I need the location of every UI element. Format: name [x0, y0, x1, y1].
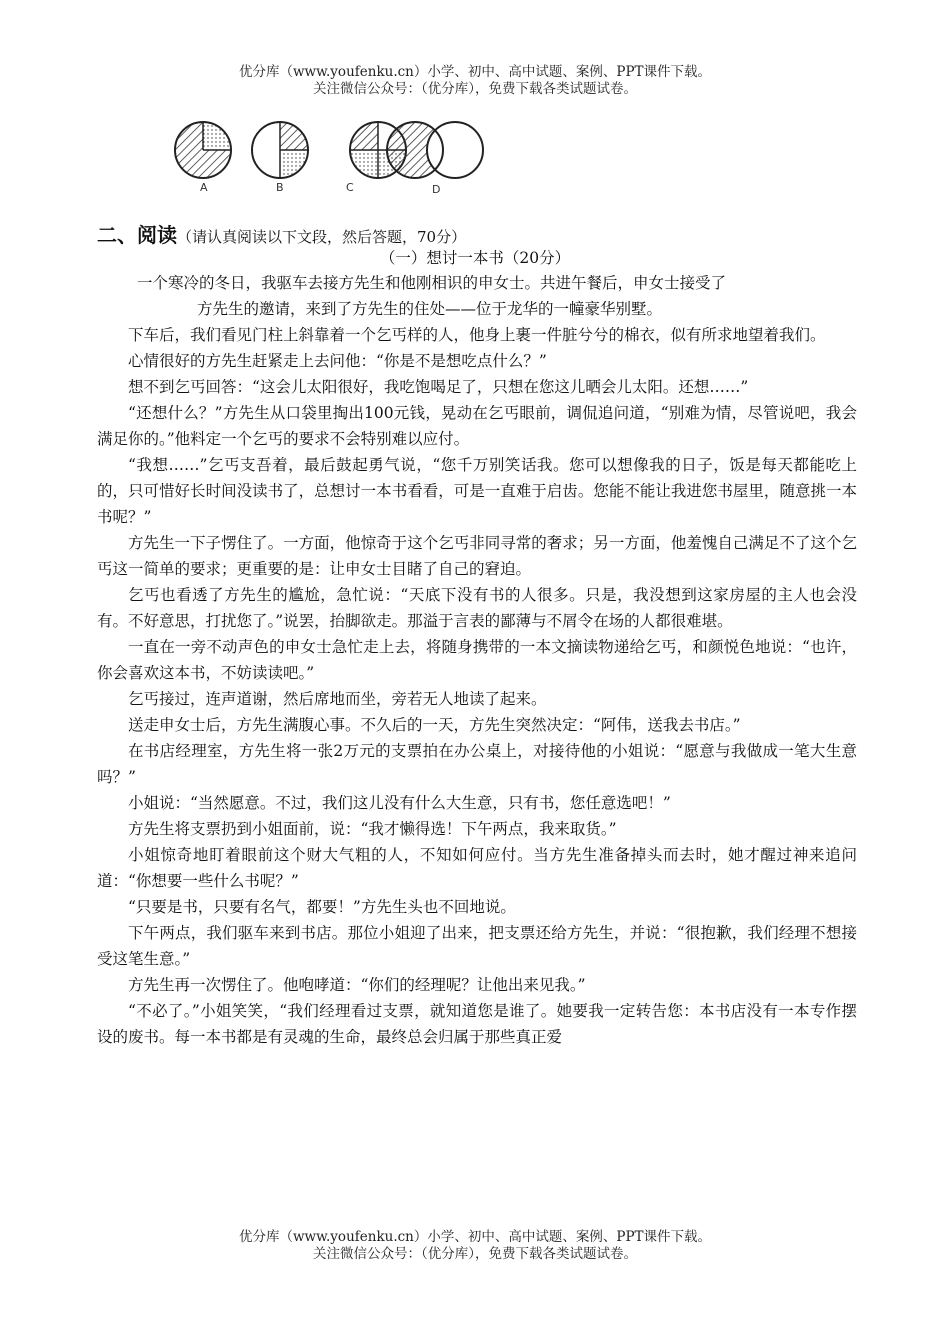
passage-title: （一）想讨一本书（20分） [379, 249, 571, 267]
article-paragraph: 小姐说：“当然愿意。不过，我们这儿没有什么大生意，只有书，您任意选吧！” [128, 794, 671, 812]
article-paragraph: 在书店经理室，方先生将一张2万元的支票拍在办公桌上，对接待他的小姐说：“愿意与我做成一笔大生意吗？” [97, 742, 857, 786]
page-header [0, 64, 950, 98]
section-heading: 二、阅读 [97, 223, 177, 247]
article-paragraph: 乞丐接过，连声道谢，然后席地而坐，旁若无人地读了起来。 [128, 690, 547, 708]
article-paragraph: 乞丐也看透了方先生的尴尬，急忙说：“天底下没有书的人很多。只是，我没想到这家房屋的主人也会没有。不好意思，打扰您了。”说罢，抬脚欲走。那溢于言表的鄙薄与不屑令在场的人都很难堪。 [97, 586, 857, 630]
figure-option-b [252, 122, 308, 194]
article-body [97, 270, 857, 1050]
article-paragraph: 下午两点，我们驱车来到书店。那位小姐迎了出来，把支票还给方先生，并说：“很抱歉，我们经理不想接受这笔生意。” [97, 924, 857, 968]
label-b: B [276, 181, 284, 194]
first-paragraph-line-1: 一个寒冷的冬日，我驱车去接方先生和他刚相识的申女士。共进午餐后，申女士接受了 [137, 274, 727, 292]
article-paragraph: “还想什么？”方先生从口袋里掏出100元钱，晃动在乞丐眼前，调侃追问道，“别难为情，尽管说吧，我会满足你的。”他料定一个乞丐的要求不会特别难以应付。 [97, 404, 857, 448]
article-paragraph: 方先生再一次愣住了。他咆哮道：“你们的经理呢？让他出来见我。” [128, 976, 586, 994]
figure-option-d [387, 122, 483, 196]
article-paragraph: 一直在一旁不动声色的申女士急忙走上去，将随身携带的一本文摘读物递给乞丐，和颜悦色地说：“也许，你会喜欢这本书，不妨读读吧。” [97, 638, 857, 682]
article-paragraph-first [97, 270, 857, 322]
label-d: D [432, 183, 441, 196]
article-paragraph: 方先生一下子愣住了。一方面，他惊奇于这个乞丐非同寻常的奢求；另一方面，他羞愧自己满足不了这个乞丐这一简单的要求；更重要的是：让申女士目睹了自己的窘迫。 [97, 534, 857, 578]
label-a: A [200, 181, 208, 194]
article-paragraph: “只要是书，只要有名气，都要！”方先生头也不回地说。 [128, 898, 516, 916]
page-footer [0, 1229, 950, 1263]
footer-line-1: 优分库（www.youfenku.cn）小学、初中、高中试题、案例、PPT课件下载。 [238, 1229, 712, 1245]
article-paragraph: 想不到乞丐回答：“这会儿太阳很好，我吃饱喝足了，只想在您这儿晒会儿太阳。还想……” [128, 378, 749, 396]
article-paragraph: “不必了。”小姐笑笑，“我们经理看过支票，就知道您是谁了。她要我一定转告您：本书店没有一本专作摆设的废书。每一本书都是有灵魂的生命，最终总会归属于那些真正爱 [97, 1002, 857, 1046]
footer-line-2: 关注微信公众号：（优分库），免费下载各类试题试卷。 [313, 1246, 637, 1262]
article-paragraph: 下车后，我们看见门柱上斜靠着一个乞丐样的人，他身上裹一件脏兮兮的棉衣，似有所求地望着我们。 [128, 326, 826, 344]
article-paragraph: 方先生将支票扔到小姐面前，说：“我才懒得选！下午两点，我来取货。” [128, 820, 617, 838]
header-line-1: 优分库（www.youfenku.cn）小学、初中、高中试题、案例、PPT课件下载。 [238, 64, 712, 80]
article-paragraph: “我想……”乞丐支吾着，最后鼓起勇气说，“您千万别笑话我。您可以想像我的日子，饭是每天都能吃上的，只可惜好长时间没读书了，总想讨一本书看看，可是一直难于启齿。您能不能让我进您书屋里，随意挑一本书呢？” [97, 456, 857, 526]
venn-figure-options [170, 112, 500, 202]
first-paragraph-line-2: 方先生的邀请，来到了方先生的住处——位于龙华的一幢豪华别墅。 [197, 300, 663, 318]
article-paragraph: 心情很好的方先生赶紧走上去问他：“你是不是想吃点什么？” [128, 352, 547, 370]
label-c: C [346, 181, 354, 194]
section-note: （请认真阅读以下文段，然后答题，70分） [177, 228, 467, 246]
header-line-2: 关注微信公众号：（优分库），免费下载各类试题试卷。 [313, 81, 637, 97]
figure-option-a [175, 122, 231, 194]
article-paragraph: 小姐惊奇地盯着眼前这个财大气粗的人，不知如何应付。当方先生准备掉头而去时，她才醒过神来追问道：“你想要一些什么书呢？” [97, 846, 857, 890]
article-paragraph: 送走申女士后，方先生满腹心事。不久后的一天，方先生突然决定：“阿伟，送我去书店。” [128, 716, 741, 734]
venn-figure-svg [170, 112, 500, 202]
